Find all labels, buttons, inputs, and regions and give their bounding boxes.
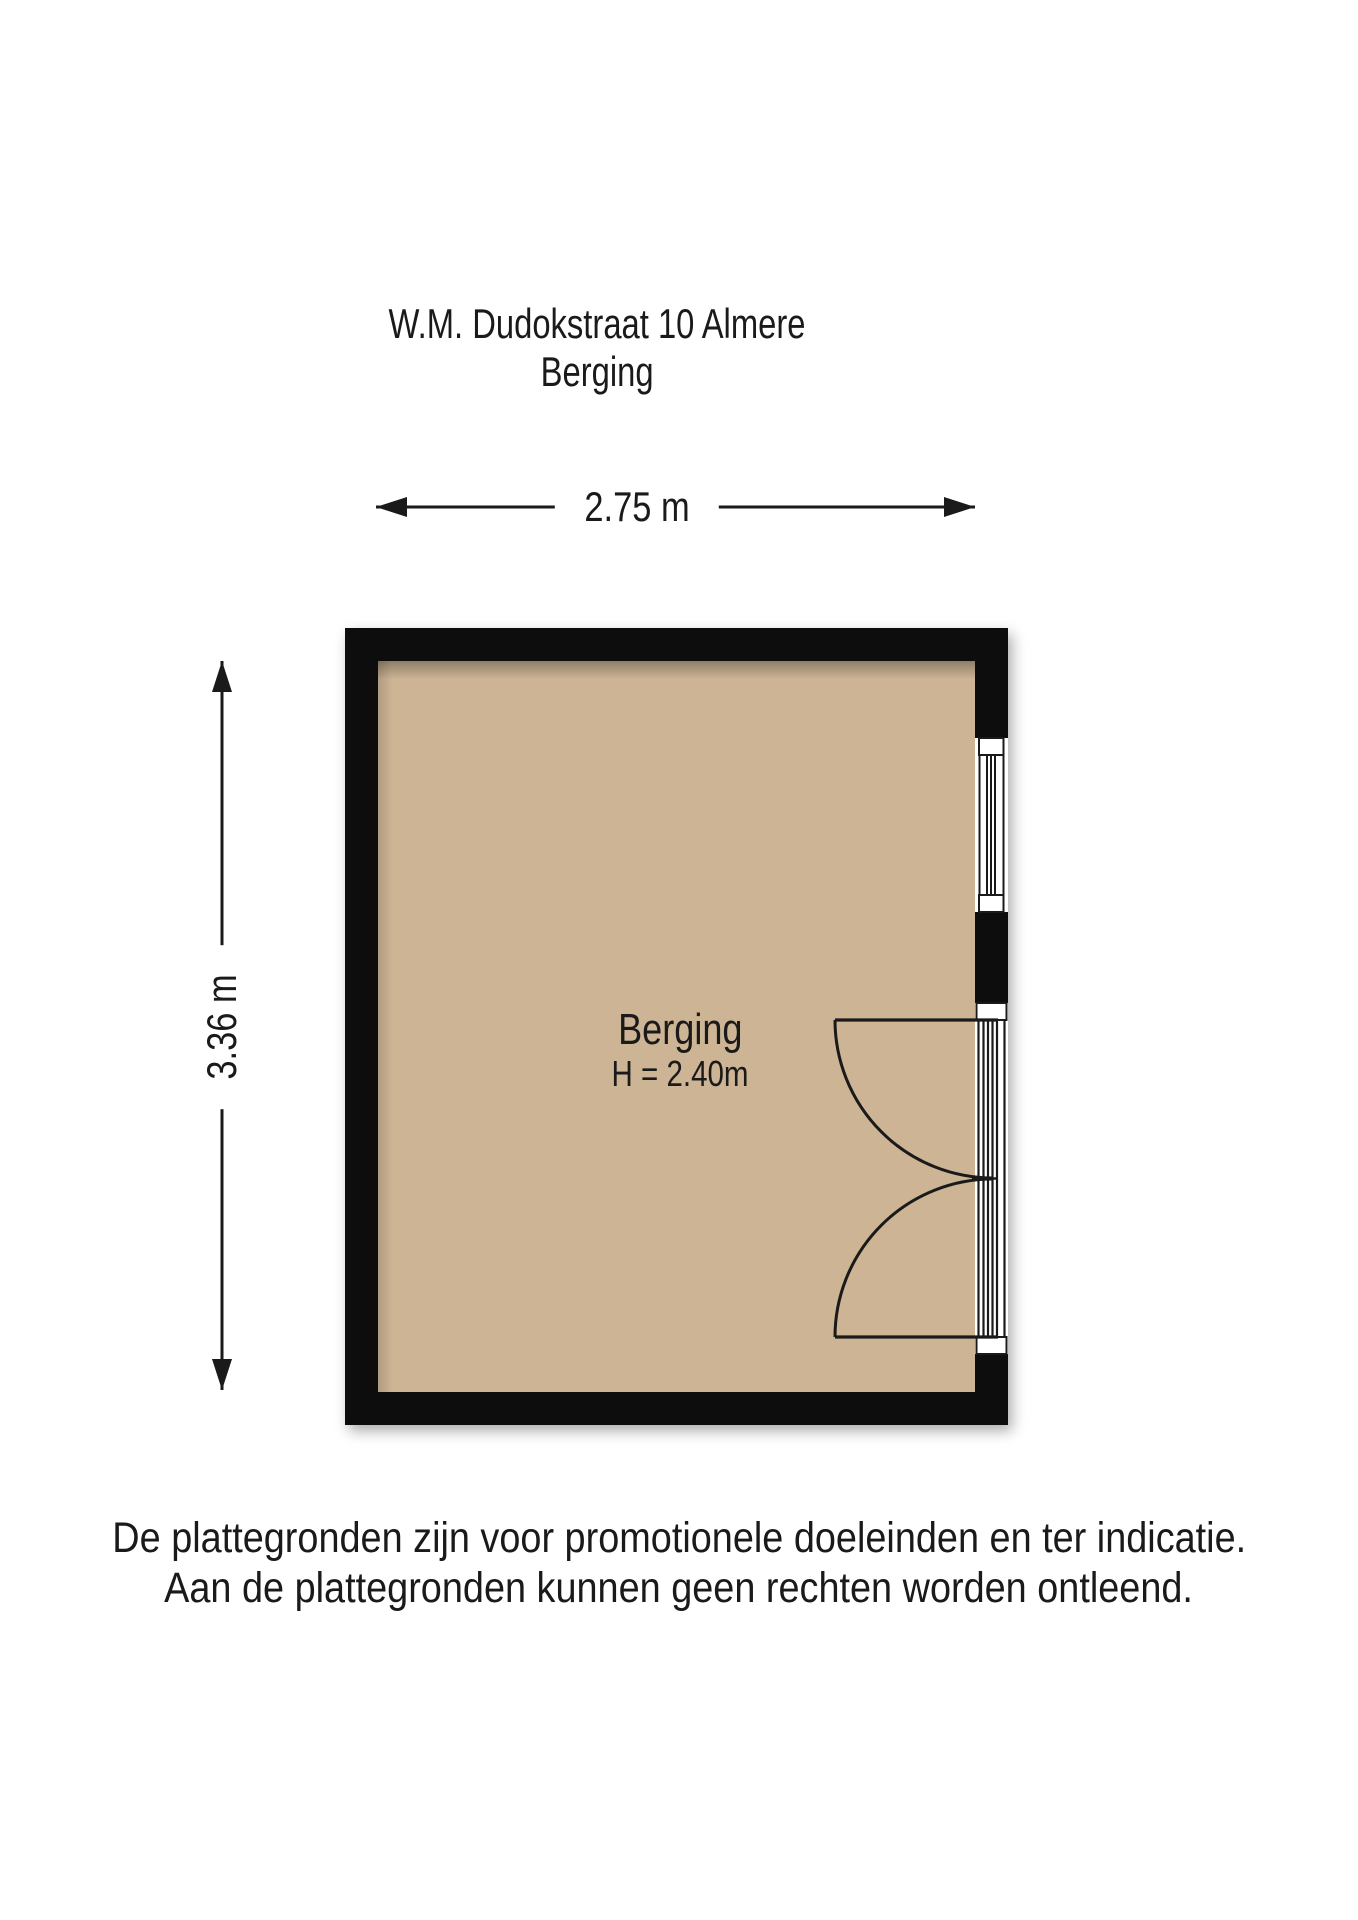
room-label [596, 1006, 763, 1095]
floor-shadow-top [378, 661, 975, 679]
arrowhead-down-icon [212, 1359, 232, 1390]
room-name: Berging [617, 1005, 743, 1054]
disclaimer-line1: De plattegronden zijn voor promotionele doeleinden en ter indicatie. [112, 1514, 1246, 1562]
arrowhead-up-icon [212, 661, 232, 692]
width-dimension-label: 2.75 m [555, 479, 719, 535]
disclaimer [0, 1513, 1358, 1613]
room-ceiling-height: H = 2.40m [611, 1053, 749, 1094]
arrowhead-right-icon [944, 497, 975, 517]
plan-title-room: Berging [540, 348, 654, 395]
plan-title-address: W.M. Dudokstraat 10 Almere [388, 300, 806, 347]
disclaimer-line2: Aan de plattegronden kunnen geen rechten worden ontleend. [164, 1564, 1194, 1612]
door-jamb-top [977, 1003, 1007, 1020]
arrowhead-left-icon [376, 497, 407, 517]
door-jamb-bottom [977, 1337, 1007, 1354]
window-cap-top [979, 738, 1004, 755]
window-cap-bottom [979, 895, 1004, 912]
floor-shadow-left [378, 661, 392, 1392]
plan-title [330, 300, 865, 396]
height-dimension-label: 3.36 m [194, 945, 250, 1109]
